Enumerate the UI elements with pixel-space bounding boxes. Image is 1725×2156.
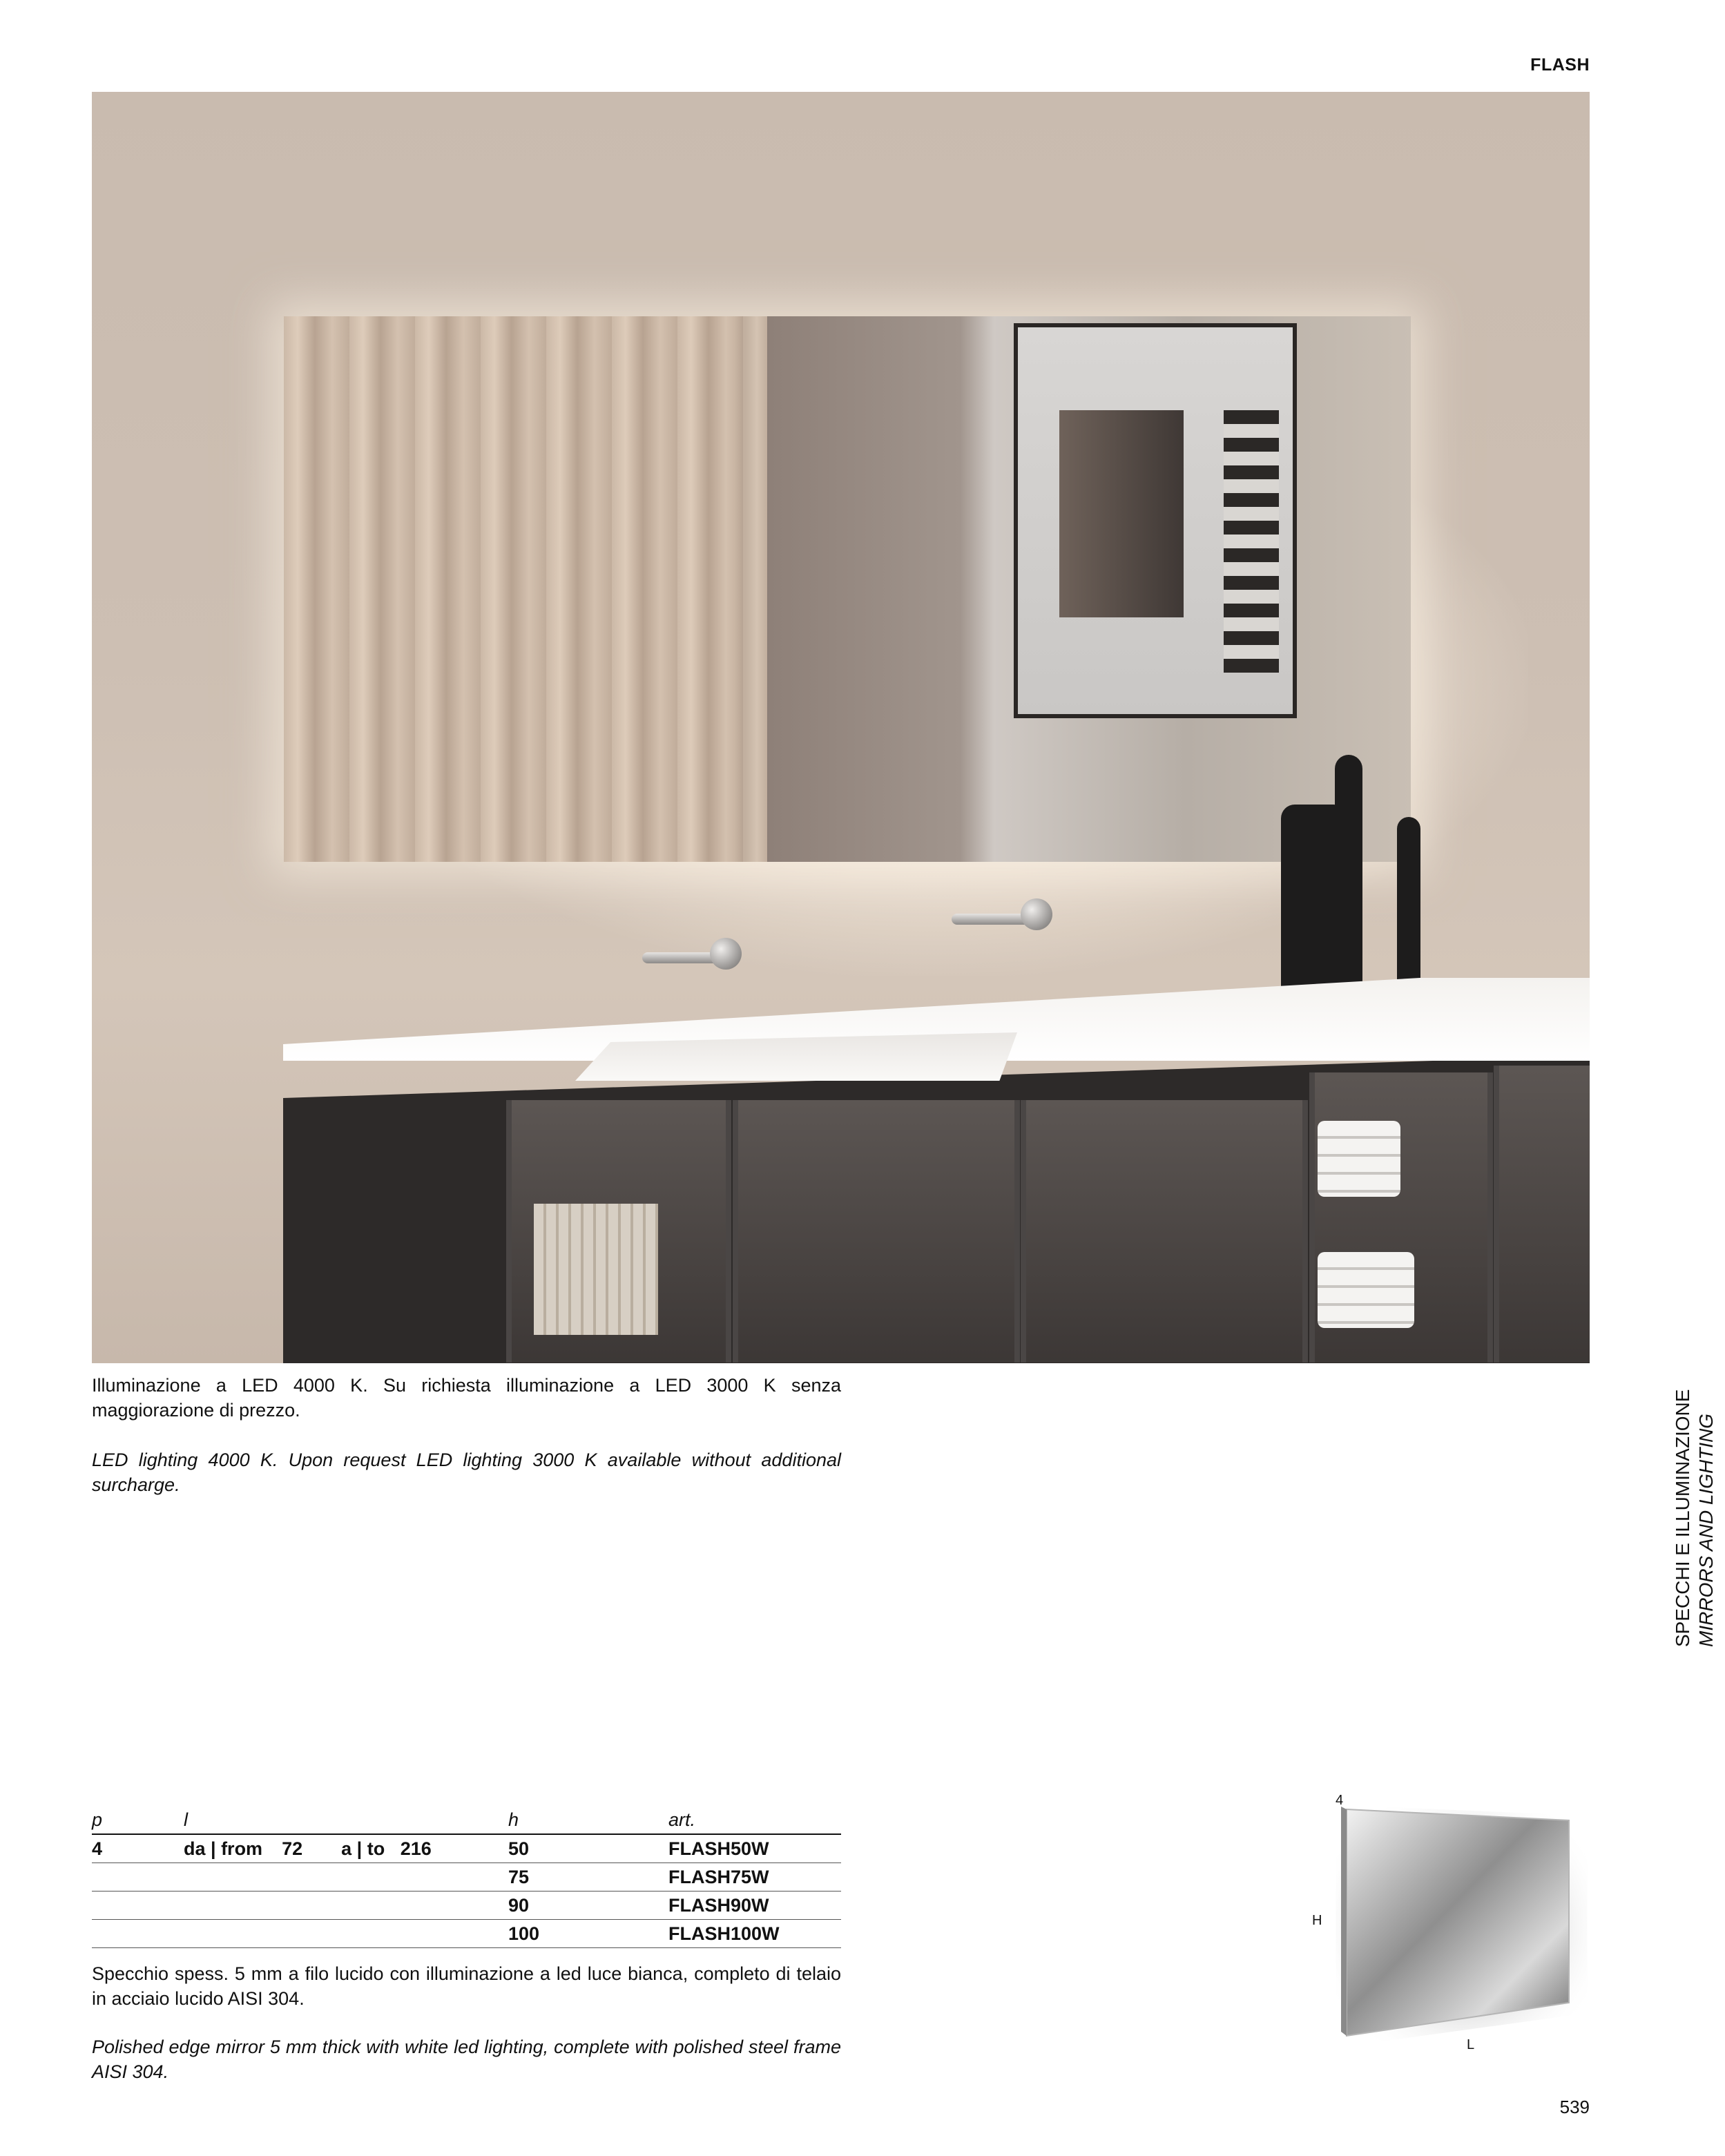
cabinet-glass-door: [733, 1100, 1020, 1363]
cabinet-glass-door: [1494, 1066, 1590, 1363]
mirror-diagram-icon: [1298, 1782, 1602, 2072]
product-photo: [92, 92, 1590, 1363]
cell-h: 50: [508, 1834, 668, 1863]
header-p: p: [92, 1809, 103, 1830]
length-label: L: [1467, 2037, 1475, 2052]
to-value: 216: [400, 1838, 432, 1859]
page-number: 539: [1559, 2097, 1590, 2117]
section-side-label: [1671, 1389, 1718, 1647]
header-h: h: [508, 1809, 519, 1830]
from-label: da | from: [184, 1838, 263, 1859]
height-label: H: [1312, 1913, 1322, 1928]
header-l: l: [184, 1809, 188, 1830]
books: [534, 1204, 658, 1335]
towels: [1318, 1121, 1400, 1197]
table-row: [92, 1834, 841, 1863]
cell-p: [92, 1863, 184, 1892]
cell-l: [184, 1920, 508, 1948]
reflected-doorway: [1059, 410, 1184, 617]
left-faucet-knob: [710, 938, 742, 970]
cell-p: [92, 1892, 184, 1920]
depth-label: 4: [1336, 1793, 1344, 1808]
cell-h: 75: [508, 1863, 668, 1892]
cell-art: FLASH50W: [668, 1834, 841, 1863]
cell-l: [184, 1863, 508, 1892]
lighting-caption-en: LED lighting 4000 K. Upon request LED lighting 3000 K available without additional surcharge.: [92, 1450, 841, 1495]
cell-p: 4: [92, 1834, 184, 1863]
spec-table: [92, 1806, 841, 1948]
cell-h: 90: [508, 1892, 668, 1920]
cell-l: [184, 1834, 508, 1863]
table-header-row: [92, 1806, 841, 1834]
towels: [1318, 1252, 1414, 1328]
cabinet-glass-door: [1021, 1100, 1308, 1363]
cell-art: FLASH90W: [668, 1892, 841, 1920]
lighting-caption-it: Illuminazione a LED 4000 K. Su richiesta illuminazione a LED 3000 K senza maggiorazione di prezzo.: [92, 1375, 841, 1421]
reflected-mirror: [1014, 323, 1297, 718]
right-faucet-knob: [1021, 898, 1052, 930]
side-label-en: MIRRORS AND LIGHTING: [1695, 1413, 1717, 1647]
led-mirror: [284, 316, 1411, 862]
candle-holder-tall: [1335, 755, 1362, 997]
table-row: [92, 1892, 841, 1920]
reflected-shelf: [1224, 410, 1279, 673]
side-label-it: SPECCHI E ILLUMINAZIONE: [1672, 1389, 1693, 1647]
cell-art: FLASH100W: [668, 1920, 841, 1948]
spec-description-en: Polished edge mirror 5 mm thick with white led lighting, complete with polished steel frame AISI 304.: [92, 2037, 841, 2082]
spec-description-it: Specchio spess. 5 mm a filo lucido con illuminazione a led luce bianca, completo di telaio in acciaio lucido AISI 304.: [92, 1963, 841, 2009]
table-row: [92, 1863, 841, 1892]
header-art: art.: [668, 1809, 696, 1830]
dimension-diagram: [1298, 1782, 1602, 2072]
to-label: a | to: [341, 1838, 385, 1859]
cell-art: FLASH75W: [668, 1863, 841, 1892]
cell-l: [184, 1892, 508, 1920]
table-row: [92, 1920, 841, 1948]
cell-h: 100: [508, 1920, 668, 1948]
section-title: FLASH: [1530, 55, 1590, 75]
reflected-curtain: [284, 316, 767, 862]
cell-p: [92, 1920, 184, 1948]
from-value: 72: [282, 1838, 303, 1859]
